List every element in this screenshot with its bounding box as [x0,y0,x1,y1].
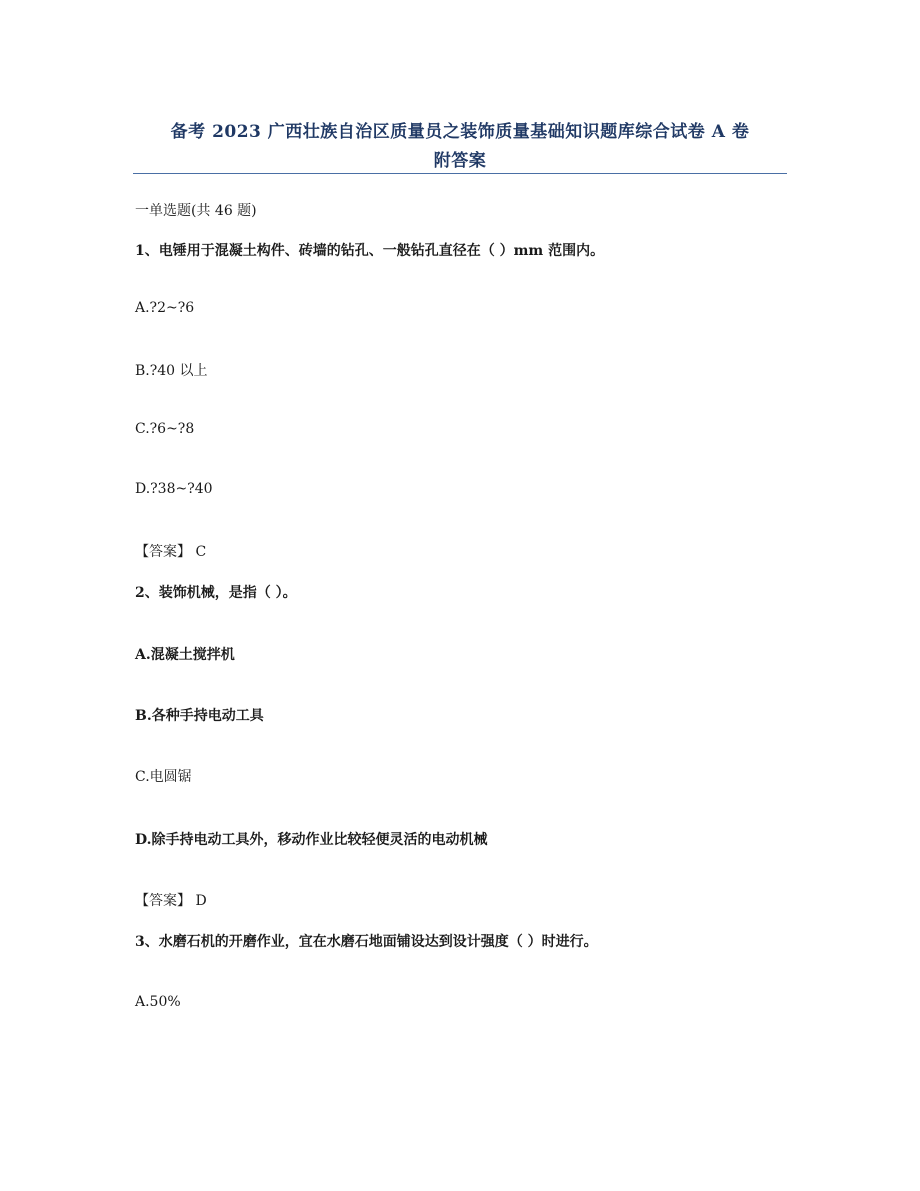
question-2-option-a: A.混凝土搅拌机 [135,647,235,663]
question-2-stem: 2、装饰机械，是指（ ）。 [135,585,297,601]
section-heading: 一单选题(共 46 题) [135,203,257,219]
question-2-answer: 【答案】 D [135,893,207,909]
question-1-option-d: D.?38~?40 [135,481,213,497]
question-3-stem: 3、水磨石机的开磨作业，宜在水磨石地面铺设达到设计强度（ ）时进行。 [135,934,598,950]
question-1-option-c: C.?6~?8 [135,421,195,437]
title-divider [133,173,787,174]
question-2-option-d: D.除手持电动工具外，移动作业比较轻便灵活的电动机械 [135,832,488,848]
question-2-option-b: B.各种手持电动工具 [135,708,264,724]
question-1-option-b: B.?40 以上 [135,363,208,379]
document-title-line-1: 备考 2023 广西壮族自治区质量员之装饰质量基础知识题库综合试卷 A 卷 [170,122,750,142]
question-2-option-c: C.电圆锯 [135,769,192,785]
document-title-line-2: 附答案 [433,151,487,171]
question-1-option-a: A.?2~?6 [135,300,195,316]
question-1-stem: 1、电锤用于混凝土构件、砖墙的钻孔、一般钻孔直径在（ ）mm 范围内。 [135,243,605,259]
question-1-answer: 【答案】 C [135,544,207,560]
question-3-option-a: A.50% [135,994,181,1010]
